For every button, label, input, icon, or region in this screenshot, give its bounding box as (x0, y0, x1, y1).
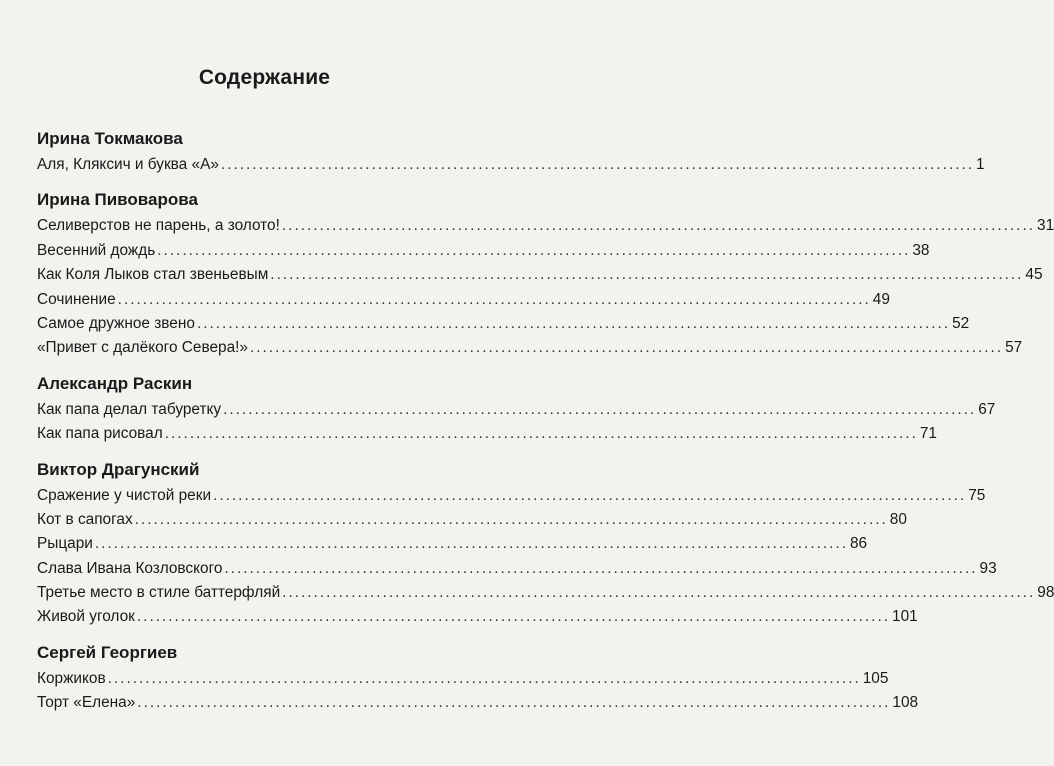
entry-page-number: 38 (912, 241, 930, 259)
entry-page-number: 71 (919, 425, 937, 443)
dot-leader: ........................................................................................................................ (137, 694, 891, 712)
entry-title: Слава Ивана Козловского (37, 559, 223, 577)
entry-page-number: 86 (849, 535, 868, 553)
toc-entry (37, 336, 1023, 360)
table-of-contents (37, 124, 1054, 716)
entry-title: Селиверстов не парень, а золото! (37, 217, 280, 235)
entry-page-number: 31 (1037, 217, 1054, 235)
entry-page-number: 57 (1005, 339, 1023, 357)
dot-leader: ........................................................................................................................ (282, 584, 1036, 602)
entry-title: Сочинение (37, 290, 116, 308)
entry-title: Живой уголок (37, 608, 135, 626)
dot-leader: ........................................................................................................................ (94, 535, 848, 553)
toc-entry (37, 263, 1043, 287)
section-author: Виктор Драгунский (37, 459, 200, 479)
toc-entry (37, 691, 919, 715)
toc-entry (37, 214, 1054, 238)
toc-entry (37, 422, 937, 446)
dot-leader: ........................................................................................................................ (136, 608, 891, 626)
entry-title: Аля, Кляксич и буква «А» (37, 156, 219, 173)
dot-leader: ........................................................................................................................ (117, 290, 871, 308)
dot-leader: ........................................................................................................................ (270, 266, 1024, 284)
entry-page-number: 1 (976, 156, 985, 173)
toc-entry (37, 288, 890, 312)
dot-leader: ........................................................................................................................ (223, 400, 977, 418)
entry-page-number: 49 (872, 290, 890, 308)
entry-page-number: 45 (1025, 266, 1043, 284)
toc-entry (37, 557, 997, 581)
entry-page-number: 101 (892, 608, 918, 626)
section-author: Александр Раскин (37, 373, 193, 393)
entry-title: Как папа рисовал (37, 425, 163, 443)
page-title: Содержание (198, 66, 331, 89)
entry-title: Самое дружное звено (37, 314, 195, 332)
toc-entry (37, 581, 1054, 605)
section-author: Ирина Токмакова (37, 129, 183, 148)
entry-page-number: 93 (979, 559, 997, 577)
entry-page-number: 75 (968, 486, 986, 504)
entry-title: «Привет с далёкого Севера!» (37, 339, 248, 357)
entry-page-number: 108 (892, 694, 919, 712)
entry-page-number: 52 (952, 314, 970, 332)
toc-entry (37, 312, 970, 336)
entry-title: Как папа делал табуретку (37, 400, 222, 418)
entry-page-number: 80 (889, 510, 907, 528)
entry-page-number: 67 (978, 400, 996, 418)
dot-leader: ........................................................................................................................ (164, 425, 918, 443)
entry-title: Сражение у чистой реки (37, 486, 212, 504)
toc-entry (37, 153, 985, 177)
toc-entry (37, 239, 930, 263)
entry-page-number: 98 (1037, 584, 1054, 602)
dot-leader: ........................................................................................................................ (220, 156, 975, 173)
toc-entry (37, 605, 918, 629)
dot-leader: ........................................................................................................................ (107, 669, 861, 687)
dot-leader: ........................................................................................................................ (249, 339, 1004, 357)
dot-leader: ........................................................................................................................ (281, 217, 1036, 235)
entry-title: Рыцари (37, 535, 93, 553)
dot-leader: ........................................................................................................................ (134, 510, 888, 528)
dot-leader: ........................................................................................................................ (224, 559, 978, 577)
section-author: Ирина Пивоварова (37, 190, 198, 210)
dot-leader: ........................................................................................................................ (157, 241, 911, 259)
section-author: Сергей Георгиев (37, 642, 178, 662)
entry-title: Как Коля Лыков стал звеньевым (37, 266, 269, 284)
entry-title: Коржиков (37, 669, 106, 687)
dot-leader: ........................................................................................................................ (196, 314, 951, 332)
entry-title: Весенний дождь (37, 241, 156, 259)
entry-title: Торт «Елена» (37, 694, 136, 712)
entry-title: Третье место в стиле баттерфляй (37, 584, 281, 602)
toc-entry (37, 398, 996, 422)
toc-entry (37, 667, 889, 691)
entry-page-number: 105 (862, 669, 889, 687)
toc-entry (37, 532, 868, 556)
toc-entry (37, 508, 907, 532)
dot-leader: ........................................................................................................................ (213, 486, 967, 504)
toc-entry (37, 484, 986, 508)
entry-title: Кот в сапогах (37, 510, 133, 528)
